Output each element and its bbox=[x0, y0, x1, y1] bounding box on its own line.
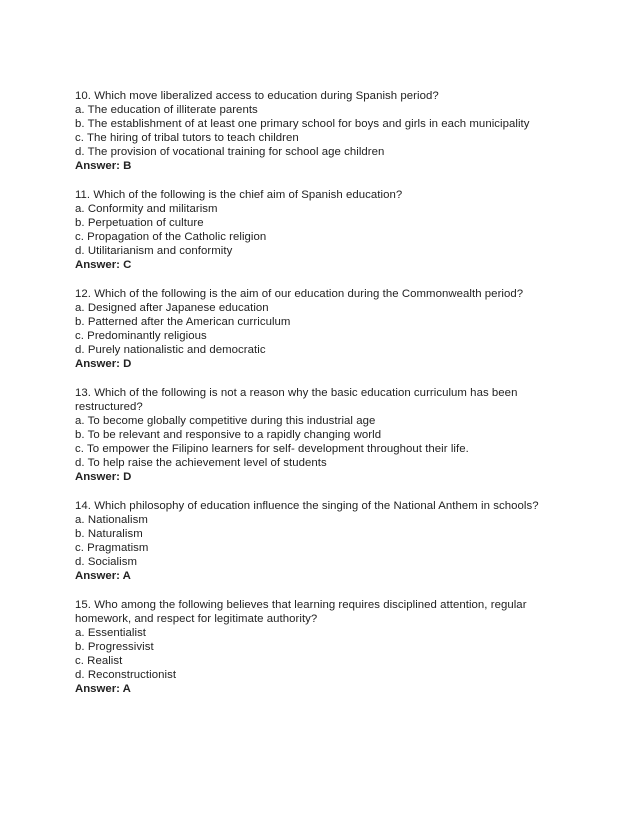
option-c: c. Realist bbox=[75, 655, 123, 667]
option-d: d. The provision of vocational training for school age children bbox=[75, 146, 385, 158]
option-d: d. Utilitarianism and conformity bbox=[75, 245, 233, 257]
option-a: a. Designed after Japanese education bbox=[75, 302, 269, 314]
option-b: b. Naturalism bbox=[75, 528, 143, 540]
option-a: a. Nationalism bbox=[75, 514, 148, 526]
option-a: a. Conformity and militarism bbox=[75, 203, 218, 215]
question-stem: 12. Which of the following is the aim of our education during the Commonwealth period? bbox=[75, 288, 524, 300]
question-15 bbox=[75, 598, 565, 696]
option-b: b. Patterned after the American curriculum bbox=[75, 316, 291, 328]
answer-label: Answer: A bbox=[75, 683, 131, 695]
answer-label: Answer: D bbox=[75, 471, 132, 483]
option-a: a. Essentialist bbox=[75, 627, 147, 639]
answer-label: Answer: A bbox=[75, 570, 131, 582]
option-b: b. Perpetuation of culture bbox=[75, 217, 204, 229]
question-13 bbox=[75, 386, 565, 484]
answer-label: Answer: D bbox=[75, 358, 132, 370]
option-b: b. Progressivist bbox=[75, 641, 154, 653]
question-12 bbox=[75, 287, 565, 371]
option-d: d. Purely nationalistic and democratic bbox=[75, 344, 266, 356]
question-14 bbox=[75, 499, 565, 583]
option-b: b. The establishment of at least one primary school for boys and girls in each municipality bbox=[75, 118, 530, 130]
question-11 bbox=[75, 188, 565, 272]
question-stem: 13. Which of the following is not a reason why the basic education curriculum has been restructured? bbox=[75, 387, 518, 413]
question-10 bbox=[75, 89, 565, 173]
option-d: d. Reconstructionist bbox=[75, 669, 177, 681]
question-stem: 11. Which of the following is the chief aim of Spanish education? bbox=[75, 189, 403, 201]
option-c: c. Predominantly religious bbox=[75, 330, 207, 342]
option-c: c. Pragmatism bbox=[75, 542, 149, 554]
option-d: d. Socialism bbox=[75, 556, 138, 568]
option-c: c. To empower the Filipino learners for self- development throughout their life. bbox=[75, 443, 469, 455]
answer-label: Answer: B bbox=[75, 160, 132, 172]
option-c: c. Propagation of the Catholic religion bbox=[75, 231, 267, 243]
option-c: c. The hiring of tribal tutors to teach children bbox=[75, 132, 299, 144]
document-page bbox=[75, 89, 565, 711]
answer-label: Answer: C bbox=[75, 259, 132, 271]
option-d: d. To help raise the achievement level of students bbox=[75, 457, 327, 469]
question-stem: 14. Which philosophy of education influence the singing of the National Anthem in schools? bbox=[75, 500, 539, 512]
option-b: b. To be relevant and responsive to a rapidly changing world bbox=[75, 429, 382, 441]
question-stem: 15. Who among the following believes that learning requires disciplined attention, regular homework, and respect for legitimate authority? bbox=[75, 599, 527, 625]
option-a: a. The education of illiterate parents bbox=[75, 104, 258, 116]
question-stem: 10. Which move liberalized access to education during Spanish period? bbox=[75, 90, 439, 102]
option-a: a. To become globally competitive during this industrial age bbox=[75, 415, 376, 427]
